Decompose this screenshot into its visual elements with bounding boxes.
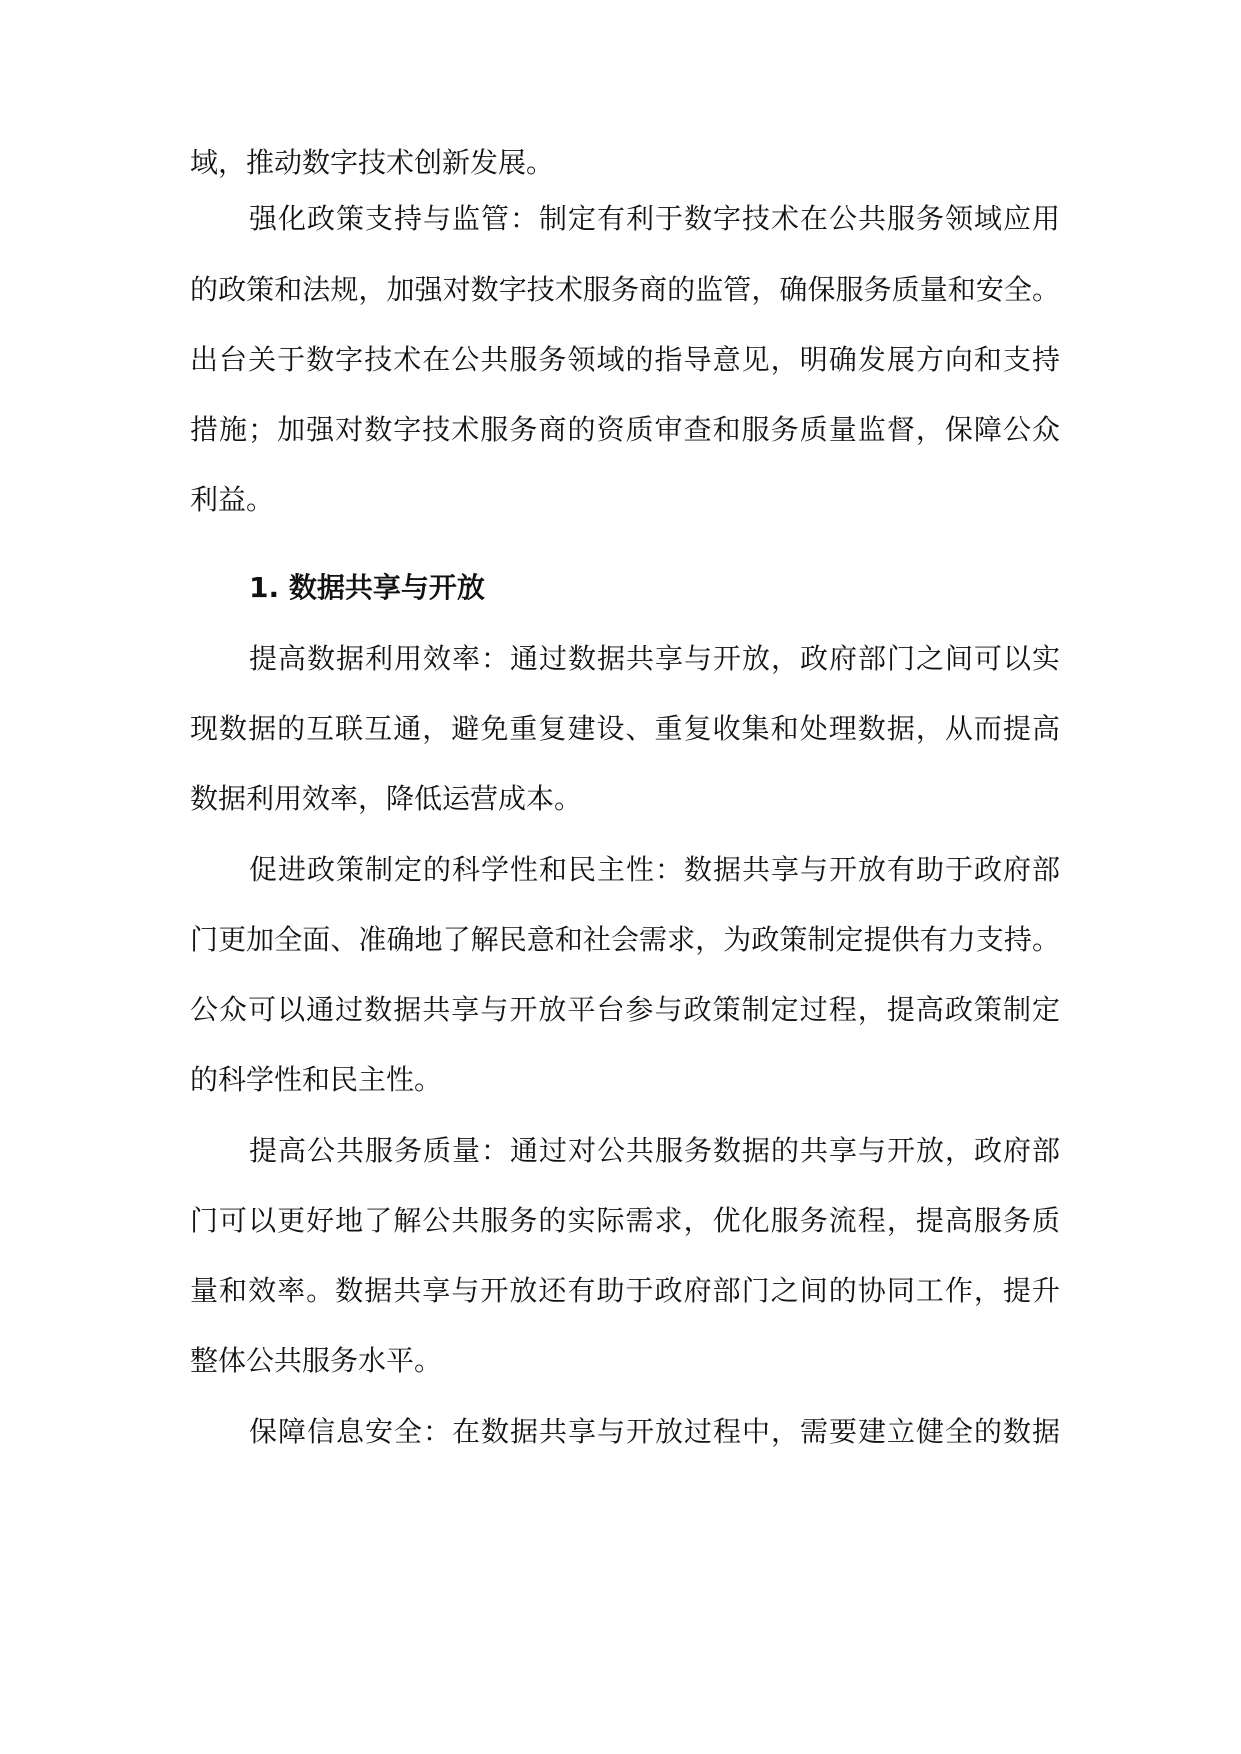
paragraph-line: 整体公共服务水平。 [190,1344,443,1377]
section-heading: 1. 数据共享与开放 [249,571,485,604]
paragraph-line: 公众可以通过数据共享与开放平台参与政策制定过程，提高政策制定 [190,993,1060,1026]
paragraph-line: 提高数据利用效率：通过数据共享与开放，政府部门之间可以实 [249,642,1060,675]
paragraph-line: 提高公共服务质量：通过对公共服务数据的共享与开放，政府部 [249,1134,1060,1167]
paragraph-line: 出台关于数字技术在公共服务领域的指导意见，明确发展方向和支持 [190,343,1060,376]
paragraph-line: 数据利用效率，降低运营成本。 [190,782,583,815]
paragraph-line: 门可以更好地了解公共服务的实际需求，优化服务流程，提高服务质 [190,1204,1060,1237]
paragraph-line: 强化政策支持与监管：制定有利于数字技术在公共服务领域应用 [249,202,1060,235]
paragraph-line: 的政策和法规，加强对数字技术服务商的监管，确保服务质量和安全。 [190,273,1060,306]
paragraph-line: 利益。 [190,483,275,516]
paragraph-line: 量和效率。数据共享与开放还有助于政府部门之间的协同工作，提升 [190,1274,1060,1307]
paragraph-line: 措施；加强对数字技术服务商的资质审查和服务质量监督，保障公众 [190,413,1060,446]
paragraph-line: 门更加全面、准确地了解民意和社会需求，为政策制定提供有力支持。 [190,923,1060,956]
paragraph-line: 域，推动数字技术创新发展。 [190,146,555,179]
paragraph-line: 现数据的互联互通，避免重复建设、重复收集和处理数据，从而提高 [190,712,1060,745]
paragraph-line: 保障信息安全：在数据共享与开放过程中，需要建立健全的数据 [249,1415,1060,1448]
paragraph-line: 促进政策制定的科学性和民主性：数据共享与开放有助于政府部 [249,853,1060,886]
paragraph-line: 的科学性和民主性。 [190,1063,443,1096]
